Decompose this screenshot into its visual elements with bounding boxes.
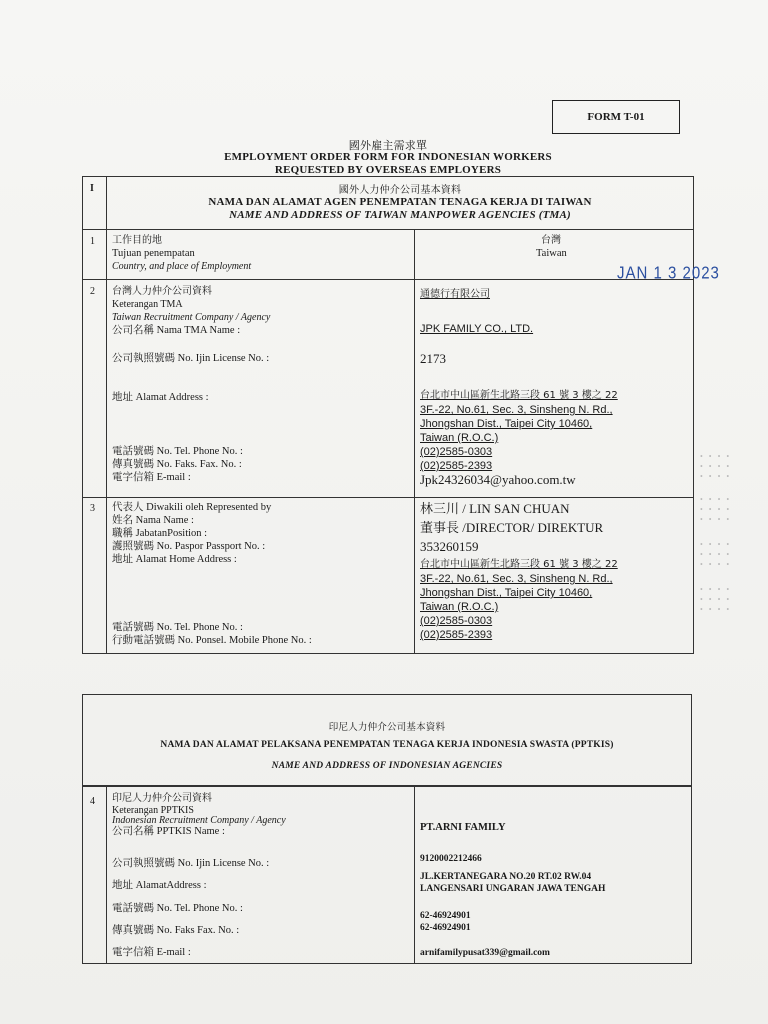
section1-title-cn: 國外人力仲介公司基本資料	[338, 185, 462, 196]
rep-address-2: Jhongshan Dist., Taipei City 10460,	[420, 587, 593, 599]
pptkis-email-label: 電字信箱 E-mail :	[112, 947, 191, 958]
table-divider	[414, 786, 415, 964]
perforation-marks: • • • • • • • • • • • •	[700, 495, 732, 524]
title-en-1: EMPLOYMENT ORDER FORM FOR INDONESIAN WORKERS	[224, 151, 552, 163]
tma-email-label: 電字信箱 E-mail :	[112, 472, 191, 483]
table-divider	[106, 786, 107, 964]
pptkis-address-1: JL.KERTANEGARA NO.20 RT.02 RW.04	[420, 872, 592, 882]
destination-label-en: Country, and place of Employment	[112, 261, 252, 272]
tma-label-cn: 台灣人力仲介公司資料	[112, 286, 212, 297]
rep-passport: 353260159	[420, 539, 479, 554]
section2-title-en: NAME AND ADDRESS OF INDONESIAN AGENCIES	[271, 761, 503, 771]
pptkis-phone: 62-46924901	[420, 911, 471, 921]
destination-value: Taiwan	[536, 248, 567, 259]
pptkis-address-2: LANGENSARI UNGARAN JAWA TENGAH	[420, 884, 606, 894]
row-number: 1	[90, 236, 95, 247]
perforation-marks: • • • • • • • • • • • •	[700, 585, 732, 614]
rep-name-label: 姓名 Nama Name :	[112, 515, 194, 526]
rep-mobile: (02)2585-2393	[420, 629, 493, 641]
rep-name: 林三川 / LIN SAN CHUAN	[420, 501, 570, 516]
tma-label-id: Keterangan TMA	[112, 299, 183, 310]
table-divider	[82, 279, 694, 280]
rep-address-cn: 台北市中山區新生北路三段 61 號 3 樓之 22	[420, 559, 618, 570]
tma-address-cn: 台北市中山區新生北路三段 61 號 3 樓之 22	[420, 390, 618, 401]
section2-title-cn: 印尼人力仲介公司基本資料	[328, 722, 446, 733]
rep-address-3: Taiwan (R.O.C.)	[420, 601, 499, 613]
perforation-marks: • • • • • • • • • • • •	[700, 452, 732, 481]
received-date-stamp: JAN 1 3 2023	[617, 263, 720, 284]
section-number: I	[90, 183, 94, 194]
destination-value-cn: 台灣	[541, 235, 561, 246]
row-number: 2	[90, 286, 95, 297]
table-divider	[82, 229, 694, 230]
table-divider	[82, 497, 694, 498]
section1-title-en: NAME AND ADDRESS OF TAIWAN MANPOWER AGENCIES (TMA)	[229, 209, 571, 221]
form-code: FORM T-01	[587, 111, 645, 123]
destination-label-cn: 工作目的地	[112, 235, 162, 246]
tma-email: Jpk24326034@yahoo.com.tw	[420, 472, 576, 487]
rep-label: 代表人 Diwakili oleh Represented by	[112, 502, 272, 513]
pptkis-company: PT.ARNI FAMILY	[420, 822, 506, 833]
title-en-2: REQUESTED BY OVERSEAS EMPLOYERS	[274, 164, 502, 176]
pptkis-fax: 62-46924901	[420, 923, 471, 933]
row-number: 3	[90, 503, 95, 514]
pptkis-license: 9120002212466	[420, 854, 482, 864]
pptkis-label-en: Indonesian Recruitment Company / Agency	[112, 815, 286, 826]
form-code-box	[552, 100, 680, 134]
section1-title-id: NAMA DAN ALAMAT AGEN PENEMPATAN TENAGA KERJA DI TAIWAN	[208, 196, 592, 208]
rep-address-label: 地址 Alamat Home Address :	[112, 554, 237, 565]
pptkis-license-label: 公司執照號碼 No. Ijin License No. :	[112, 858, 270, 869]
tma-fax: (02)2585-2393	[420, 460, 493, 472]
tma-fax-label: 傳真號碼 No. Faks. Fax. No. :	[112, 459, 242, 470]
pptkis-label-cn: 印尼人力仲介公司資料	[112, 793, 212, 804]
tma-address-label: 地址 Alamat Address :	[112, 392, 209, 403]
rep-position: 董事長 /DIRECTOR/ DIREKTUR	[420, 520, 604, 535]
pptkis-email: arnifamilypusat339@gmail.com	[420, 948, 550, 958]
tma-license: 2173	[420, 351, 446, 366]
rep-passport-label: 護照號碼 No. Paspor Passport No. :	[112, 541, 266, 552]
rep-mobile-label: 行動電話號碼 No. Ponsel. Mobile Phone No. :	[112, 635, 312, 646]
tma-name-label: 公司名稱 Nama TMA Name :	[112, 325, 241, 336]
section2-title-id: NAMA DAN ALAMAT PELAKSANA PENEMPATAN TENAGA KERJA INDONESIA SWASTA (PPTKIS)	[160, 740, 614, 750]
rep-phone-label: 電話號碼 No. Tel. Phone No. :	[112, 622, 243, 633]
row-number: 4	[90, 796, 95, 807]
rep-phone: (02)2585-0303	[420, 615, 493, 627]
pptkis-phone-label: 電話號碼 No. Tel. Phone No. :	[112, 903, 243, 914]
tma-label-en: Taiwan Recruitment Company / Agency	[112, 312, 271, 323]
rep-position-label: 職稱 JabatanPosition :	[112, 528, 208, 539]
tma-company-cn: 通德行有限公司	[420, 289, 490, 300]
tma-company: JPK FAMILY CO., LTD.	[420, 323, 534, 335]
rep-address-1: 3F.-22, No.61, Sec. 3, Sinsheng N. Rd.,	[420, 573, 613, 585]
destination-label-id: Tujuan penempatan	[112, 248, 195, 259]
tma-phone: (02)2585-0303	[420, 446, 493, 458]
pptkis-label-id: Keterangan PPTKIS	[112, 805, 194, 816]
tma-address-2: Jhongshan Dist., Taipei City 10460,	[420, 418, 593, 430]
tma-phone-label: 電話號碼 No. Tel. Phone No. :	[112, 446, 243, 457]
pptkis-fax-label: 傳真號碼 No. Faks Fax. No. :	[112, 925, 240, 936]
tma-license-label: 公司執照號碼 No. Ijin License No. :	[112, 353, 270, 364]
title-cn: 國外雇主需求單	[348, 139, 428, 152]
tma-address-1: 3F.-22, No.61, Sec. 3, Sinsheng N. Rd.,	[420, 404, 613, 416]
perforation-marks: • • • • • • • • • • • •	[700, 540, 732, 569]
table-divider	[414, 229, 415, 654]
pptkis-address-label: 地址 AlamatAddress :	[112, 880, 207, 891]
table-divider	[106, 176, 107, 654]
pptkis-name-label: 公司名稱 PPTKIS Name :	[112, 826, 225, 837]
tma-address-3: Taiwan (R.O.C.)	[420, 432, 499, 444]
